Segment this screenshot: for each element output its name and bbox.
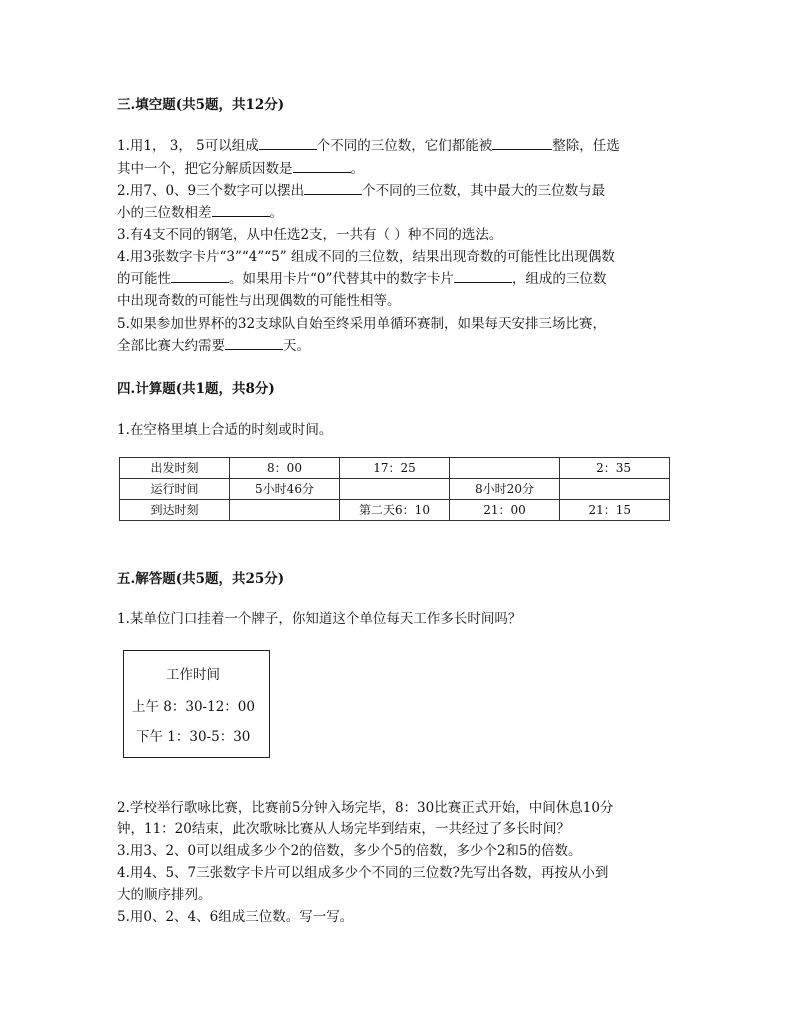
s3-q3: 3.有4支不同的钢笔，从中任选2支，一共有（ ）种不同的选法。	[117, 227, 503, 243]
time-table	[119, 457, 670, 521]
sign-title: 工作时间	[166, 667, 220, 683]
table-cell: 8：00	[230, 458, 340, 479]
sign-afternoon-hours: 下午 1：30-5：30	[136, 729, 251, 745]
table-cell: 21：15	[560, 500, 670, 521]
s3-q1-line2	[117, 160, 364, 178]
s3-q2-text-a: 2.用7、0、9三个数字可以摆出	[117, 183, 305, 199]
answer-blank[interactable]	[225, 337, 283, 350]
answer-blank[interactable]	[259, 137, 317, 150]
table-cell: 2：35	[560, 458, 670, 479]
s3-q1-text-c: 整除，任选	[552, 138, 620, 154]
s3-q4-line3: 中出现奇数的可能性与出现偶数的可能性相等。	[117, 293, 401, 309]
s3-q1-text-a: 1.用1， 3， 5可以组成	[117, 138, 259, 154]
sign-morning-hours: 上午 8：30-12：00	[132, 699, 255, 715]
answer-blank[interactable]	[171, 270, 229, 283]
section3-title: 三.填空题(共5题，共12分)	[117, 97, 285, 113]
answer-blank[interactable]	[454, 270, 512, 283]
s3-q2-text-b: 个不同的三位数，其中最大的三位数与最	[362, 183, 606, 199]
table-cell: 到达时刻	[120, 500, 230, 521]
s3-q4-text-c: 。如果用卡片“0”代替其中的数字卡片	[229, 271, 454, 287]
table-cell: 17：25	[340, 458, 450, 479]
s3-q4-text-d: ，组成的三位数	[511, 271, 607, 287]
table-cell: 第二天6：10	[340, 500, 450, 521]
table-cell[interactable]	[340, 479, 450, 500]
table-cell: 5小时46分	[230, 479, 340, 500]
s5-q2-line2: 钟，11：20结束，此次歌咏比赛从人场完毕到结束，一共经过了多长时间？	[117, 821, 570, 837]
s5-q4-line1: 4.用4、5、7三张数字卡片可以组成多少个不同的三位数?先写出各数，再按从小到	[117, 865, 609, 881]
table-cell[interactable]	[450, 458, 560, 479]
s3-q5-line1: 5.如果参加世界杯的32支球队自始至终采用单循环赛制，如果每天安排三场比赛，	[117, 316, 607, 332]
answer-blank[interactable]	[492, 137, 552, 150]
section5-title: 五.解答题(共5题，共25分)	[117, 571, 285, 587]
s3-q2-line2	[117, 204, 283, 222]
table-cell: 21：00	[450, 500, 560, 521]
s3-q1-text-e: 。	[350, 161, 364, 177]
s3-q2-line1	[117, 182, 605, 200]
s5-q1: 1.某单位门口挂着一个牌子，你知道这个单位每天工作多长时间吗？	[117, 611, 522, 627]
s5-q2-line1: 2.学校举行歌咏比赛，比赛前5分钟入场完毕，8：30比赛正式开始，中间休息10分	[117, 800, 614, 816]
answer-blank[interactable]	[212, 204, 270, 217]
table-cell[interactable]	[230, 500, 340, 521]
s3-q1-text-d: 其中一个，把它分解质因数是	[117, 161, 293, 177]
s3-q4-line1: 4.用3张数字卡片“3”“4”“5” 组成不同的三位数，结果出现奇数的可能性比出现偶数	[117, 249, 615, 265]
table-cell: 8小时20分	[450, 479, 560, 500]
s3-q5-text-c: 天。	[283, 338, 310, 354]
answer-blank[interactable]	[304, 182, 362, 195]
table-cell: 出发时刻	[120, 458, 230, 479]
work-hours-sign	[123, 650, 270, 758]
s3-q4-text-b: 的可能性	[117, 271, 171, 287]
answer-blank[interactable]	[293, 160, 351, 173]
s3-q2-text-d: 。	[269, 205, 283, 221]
s3-q2-text-c: 小的三位数相差	[117, 205, 212, 221]
s3-q4-line2	[117, 270, 606, 288]
s4-q1: 1.在空格里填上合适的时刻或时间。	[117, 422, 333, 438]
s3-q5-text-b: 全部比赛大约需要	[117, 338, 225, 354]
s5-q4-line2: 大的顺序排列。	[117, 887, 212, 903]
s5-q3: 3.用3、2、0可以组成多少个2的倍数，多少个5的倍数，多少个2和5的倍数。	[117, 843, 582, 859]
s3-q5-line2	[117, 337, 310, 355]
s3-q1-text-b: 个不同的三位数，它们都能被	[316, 138, 493, 154]
table-row	[120, 479, 670, 500]
table-row	[120, 458, 670, 479]
s5-q5: 5.用0、2、4、6组成三位数。写一写。	[117, 909, 354, 925]
section4-title: 四.计算题(共1题，共8分)	[117, 381, 275, 397]
table-cell[interactable]	[560, 479, 670, 500]
s3-q1-line1	[117, 137, 620, 155]
table-cell: 运行时间	[120, 479, 230, 500]
table-row	[120, 500, 670, 521]
